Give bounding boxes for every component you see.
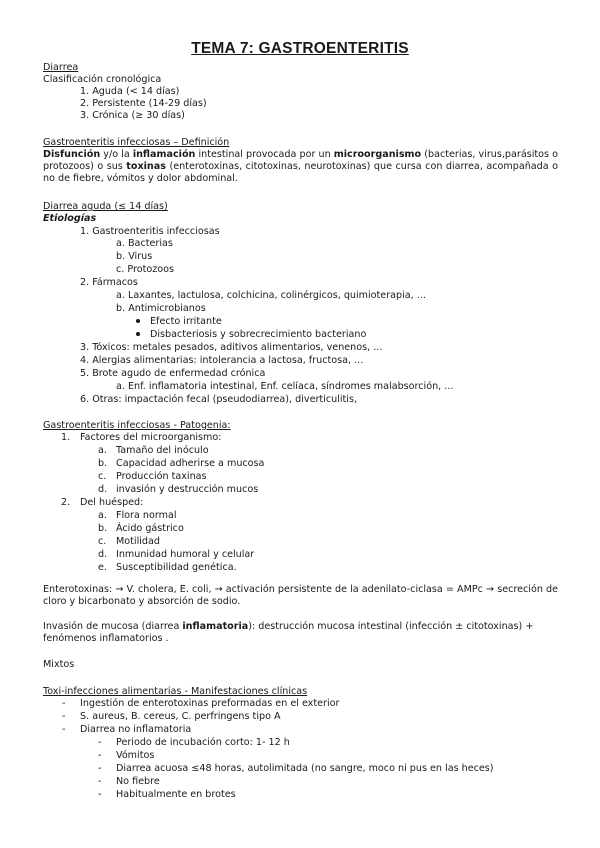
list-item: Inmunidad humoral y celular <box>116 549 255 560</box>
list-item: b. Antimicrobianos <box>116 303 206 314</box>
list-item: Vómitos <box>116 750 155 761</box>
dash-icon: - <box>62 724 66 735</box>
invasion-paragraph <box>43 621 558 645</box>
list-item: Ingestión de enterotoxinas preformadas en el exterior <box>80 698 340 709</box>
list-item: b. Virus <box>116 251 153 262</box>
dash-icon: - <box>98 750 102 761</box>
list-number: 2. <box>61 497 71 508</box>
list-item: S. aureus, B. cereus, C. perfringens tipo A <box>80 711 281 722</box>
list-item: Habitualmente en brotes <box>116 789 236 800</box>
bullet-item <box>136 329 366 341</box>
section-heading-definicion: Gastroenteritis infecciosas – Definición <box>43 137 230 148</box>
list-number: 1. <box>61 432 71 443</box>
section-heading-toxi: Toxi-infecciones alimentarias - Manifestaciones clínicas <box>43 686 308 697</box>
bullet-icon <box>136 332 140 336</box>
list-letter: b. <box>98 458 108 469</box>
list-item: 2. Fármacos <box>80 277 138 288</box>
text-run: y/o la <box>100 149 133 160</box>
bullet-text: Efecto irritante <box>150 316 222 327</box>
list-item: 2. Persistente (14-29 días) <box>80 98 207 109</box>
bold-term: Disfunción <box>43 149 101 160</box>
enterotoxinas-paragraph: Enterotoxinas: → V. cholera, E. coli, → activación persistente de la adenilato-ciclasa = AMPc → secreción de cloro y bicarbonato y absorción de sodio. <box>43 584 558 607</box>
list-letter: a. <box>98 445 107 456</box>
dash-icon: - <box>62 698 66 709</box>
bold-term: microorganismo <box>333 149 422 160</box>
bullet-item <box>136 316 222 328</box>
subheading-etiologias: Etiologías <box>43 213 97 224</box>
list-item: Periodo de incubación corto: 1- 12 h <box>116 737 290 748</box>
list-item: Diarrea acuosa ≤48 horas, autolimitada (no sangre, moco ni pus en las heces) <box>116 763 494 774</box>
section-heading-aguda: Diarrea aguda (≤ 14 días) <box>43 201 168 212</box>
dash-icon: - <box>98 737 102 748</box>
dash-icon: - <box>98 776 102 787</box>
list-item: 6. Otras: impactación fecal (pseudodiarrea), diverticulitis, <box>80 394 358 405</box>
list-item: c. Protozoos <box>116 264 174 275</box>
list-item: Del huésped: <box>80 497 144 508</box>
text-run: (enterotoxinas, citotoxinas, neurotoxinas) que cursa con diarrea, acompañada o no de fiebre, vómitos y dolor abdominal. <box>43 161 558 184</box>
list-item: 1. Aguda (< 14 días) <box>80 86 180 97</box>
bullet-icon <box>136 319 140 323</box>
definition-paragraph <box>43 149 558 185</box>
section-heading-diarrea: Diarrea <box>43 62 79 73</box>
bullet-text: Disbacteriosis y sobrecrecimiento bacteriano <box>150 329 367 340</box>
list-letter: d. <box>98 549 108 560</box>
list-item: Factores del microorganismo: <box>80 432 222 443</box>
list-item: No fiebre <box>116 776 160 787</box>
subheading-clasificacion: Clasificación cronológica <box>43 74 162 85</box>
list-letter: d. <box>98 484 108 495</box>
dash-icon: - <box>98 789 102 800</box>
list-item: Motilidad <box>116 536 160 547</box>
dash-icon: - <box>98 763 102 774</box>
list-item: Capacidad adherirse a mucosa <box>116 458 265 469</box>
list-letter: b. <box>98 523 108 534</box>
list-item: 4. Alergias alimentarias: intolerancia a lactosa, fructosa, ... <box>80 355 364 366</box>
list-letter: c. <box>98 471 107 482</box>
list-item: 1. Gastroenteritis infecciosas <box>80 226 220 237</box>
list-item: invasión y destrucción mucos <box>116 484 259 495</box>
text-run: (bacterias, virus,parásitos o protozoos) o sus <box>43 149 558 172</box>
list-letter: e. <box>98 562 107 573</box>
list-item: Susceptibilidad genética. <box>116 562 237 573</box>
text-run: Invasión de mucosa (diarrea <box>43 621 183 632</box>
list-item: Flora normal <box>116 510 177 521</box>
list-item: a. Laxantes, lactulosa, colchicina, colinérgicos, quimioterapia, ... <box>116 290 426 301</box>
list-item: Diarrea no inflamatoria <box>80 724 192 735</box>
text-run: intestinal provocada por un <box>195 149 334 160</box>
section-heading-patogenia: Gastroenteritis infecciosas - Patogenia: <box>43 420 231 431</box>
bold-term: inflamatoria <box>182 621 249 632</box>
mixtos-text: Mixtos <box>43 659 75 670</box>
bold-term: inflamación <box>132 149 196 160</box>
page-title: TEMA 7: GASTROENTERITIS <box>191 40 409 57</box>
list-item: Ácido gástrico <box>116 523 184 534</box>
list-item: 3. Crónica (≥ 30 días) <box>80 110 185 121</box>
list-item: 3. Tóxicos: metales pesados, aditivos alimentarios, venenos, ... <box>80 342 383 353</box>
list-item: Producción taxinas <box>116 471 207 482</box>
list-letter: a. <box>98 510 107 521</box>
dash-icon: - <box>62 711 66 722</box>
list-item: a. Enf. inflamatoria intestinal, Enf. celíaca, síndromes malabsorción, ... <box>116 381 454 392</box>
list-item: a. Bacterias <box>116 238 173 249</box>
list-item: Tamaño del inóculo <box>116 445 209 456</box>
list-item: 5. Brote agudo de enfermedad crónica <box>80 368 266 379</box>
text-run: ): destrucción mucosa intestinal (infección ± citotoxinas) + fenómenos inflamatorios . <box>43 621 534 644</box>
list-letter: c. <box>98 536 107 547</box>
bold-term: toxinas <box>126 161 166 172</box>
